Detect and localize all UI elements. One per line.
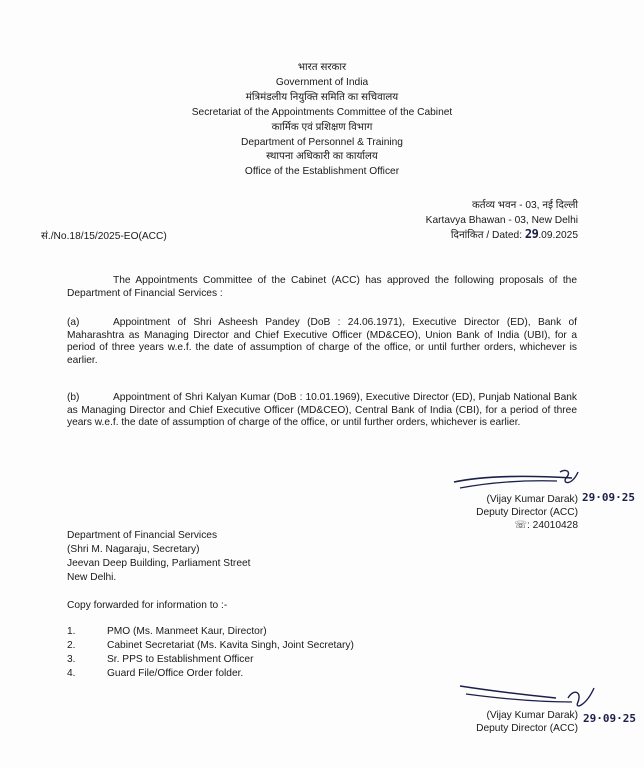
signatory-1-phone: ☏: 24010428 bbox=[514, 520, 578, 531]
item-a-label: (a) bbox=[67, 317, 80, 328]
copy-item-4: 4. Guard File/Office Order folder. bbox=[67, 668, 244, 679]
address-hindi: कर्तव्य भवन - 03, नई दिल्ली bbox=[471, 200, 578, 211]
item-a bbox=[67, 317, 577, 367]
phone-number: 24010428 bbox=[532, 520, 578, 531]
signature-2-date: 29·09·25 bbox=[583, 712, 636, 725]
signatory-1-designation: Deputy Director (ACC) bbox=[476, 507, 578, 518]
signature-1-date: 29·09·25 bbox=[582, 491, 635, 504]
signatory-2-designation: Deputy Director (ACC) bbox=[476, 723, 578, 734]
copy-item-2: 2. Cabinet Secretariat (Ms. Kavita Singh, Joint Secretary) bbox=[67, 640, 354, 651]
header-hindi-secretariat: मंत्रिमंडलीय नियुक्ति समिति का सचिवालय bbox=[245, 91, 399, 103]
printed-date: .09.2025 bbox=[538, 230, 578, 241]
header-hindi-department: कार्मिक एवं प्रशिक्षण विभाग bbox=[271, 121, 373, 133]
handwritten-day: 29 bbox=[524, 227, 539, 241]
dated-line bbox=[451, 228, 578, 242]
header-office: Office of the Establishment Officer bbox=[244, 166, 400, 178]
item-b-label: (b) bbox=[67, 392, 80, 403]
intro-paragraph bbox=[67, 275, 577, 300]
dated-label: दिनांकित / Dated: bbox=[450, 230, 523, 241]
copy-heading: Copy forwarded for information to :- bbox=[67, 600, 228, 611]
signatory-2-name: (Vijay Kumar Darak) bbox=[486, 710, 578, 721]
recipient-line-3: Jeevan Deep Building, Parliament Street bbox=[67, 558, 251, 569]
header-government: Government of India bbox=[275, 76, 369, 88]
copy-item-1: 1. PMO (Ms. Manmeet Kaur, Director) bbox=[67, 626, 267, 637]
copy-item-3: 3. Sr. PPS to Establishment Officer bbox=[67, 654, 254, 665]
intro-text: The Appointments Committee of the Cabinet (ACC) has approved the following proposals of the Department of Financial Services : bbox=[67, 275, 577, 299]
telephone-icon: ☏ bbox=[514, 520, 527, 531]
header-hindi-office: स्थापना अधिकारी का कार्यालय bbox=[266, 151, 378, 163]
signature-scribble-2 bbox=[456, 680, 606, 712]
header-secretariat: Secretariat of the Appointments Committee of the Cabinet bbox=[191, 106, 453, 118]
signatory-1-name: (Vijay Kumar Darak) bbox=[486, 494, 578, 505]
recipient-line-1: Department of Financial Services bbox=[67, 530, 218, 541]
header-department: Department of Personnel & Training bbox=[241, 136, 403, 148]
header-hindi-government: भारत सरकार bbox=[297, 62, 347, 73]
item-b bbox=[67, 392, 577, 430]
item-b-text: Appointment of Shri Kalyan Kumar (DoB : 10.01.1969), Executive Director (ED), Punjab National Bank as Managing Director and Chief Executive Officer (MD&CEO), Central Bank of India (CBI), for a period of three years w.e.f. the date of assumption of charge of the office, or until further orders, whichever is earlier. bbox=[67, 392, 577, 429]
recipient-line-4: New Delhi. bbox=[67, 572, 117, 583]
address-english: Kartavya Bhawan - 03, New Delhi bbox=[425, 215, 578, 226]
recipient-line-2: (Shri M. Nagaraju, Secretary) bbox=[67, 544, 200, 555]
item-a-text: Appointment of Shri Asheesh Pandey (DoB : 24.06.1971), Executive Director (ED), Bank of Maharashtra as Managing Director and Chief Executive Officer (MD&CEO), Union Bank of India (UBI), for a period of three years w.e.f. the date of assumption of charge of the office, or until further orders, whichever is earlier. bbox=[67, 317, 577, 366]
reference-number: सं./No.18/15/2025-EO(ACC) bbox=[41, 231, 167, 242]
signature-scribble-1 bbox=[452, 466, 582, 496]
letterhead bbox=[0, 61, 644, 180]
